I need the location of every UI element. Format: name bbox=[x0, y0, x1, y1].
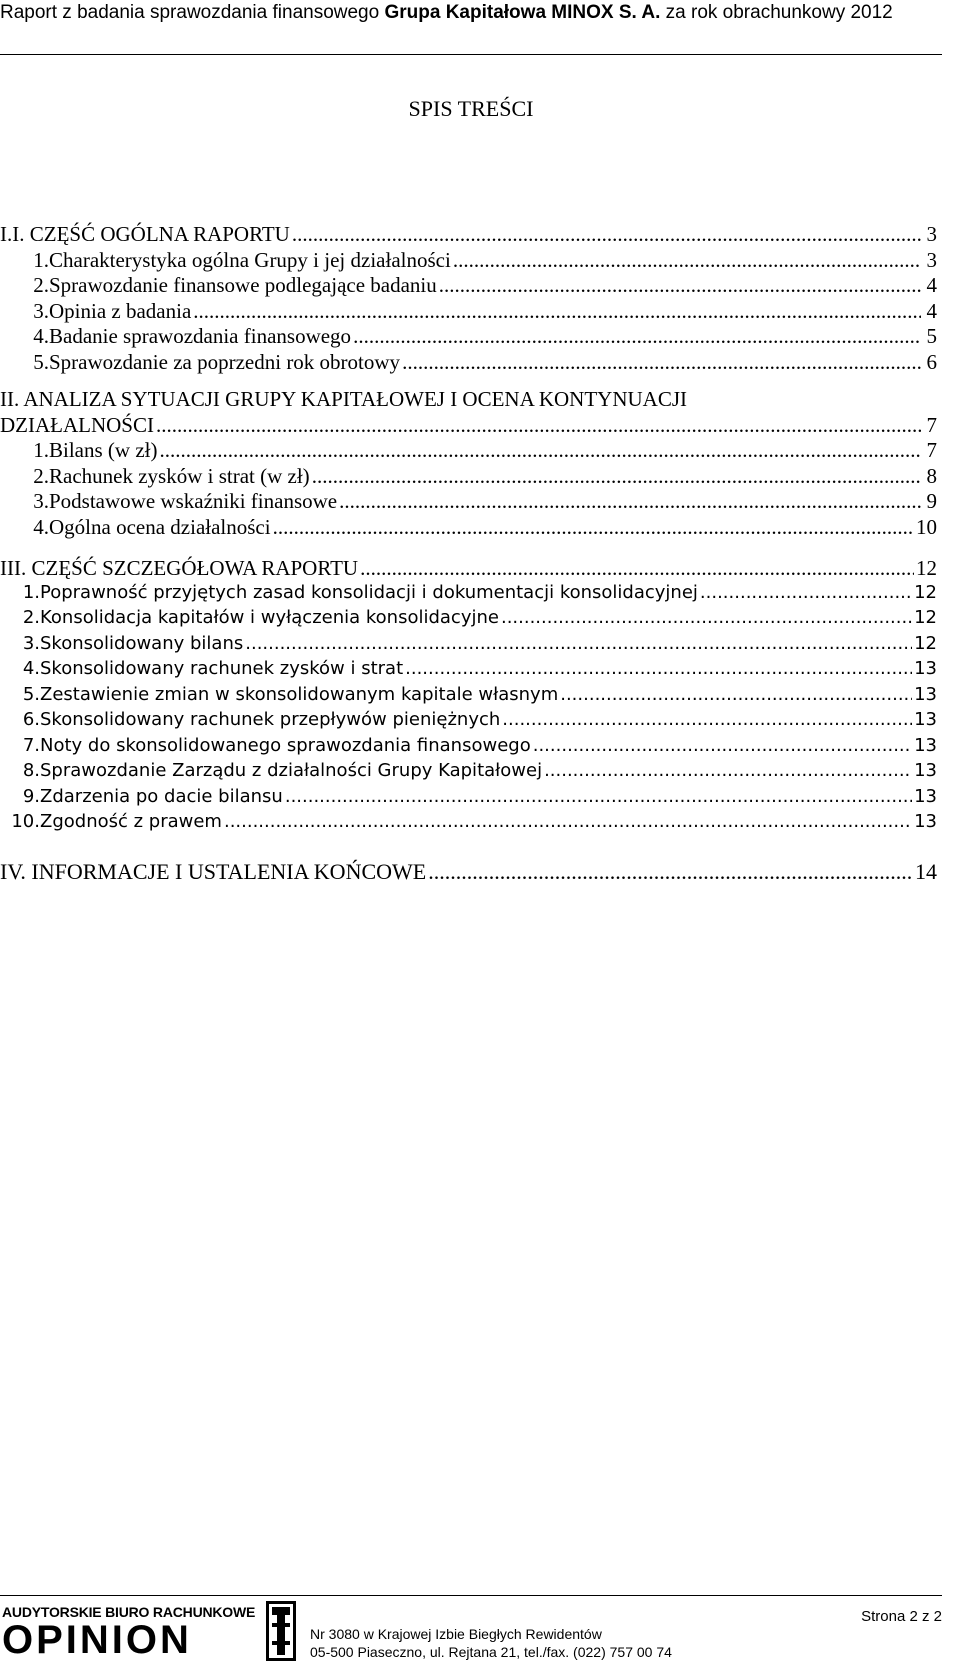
toc-item-text: Konsolidacja kapitałów i wyłączenia konsolidacyjne bbox=[40, 607, 499, 628]
toc-item-number: 3. bbox=[33, 489, 49, 513]
toc-leader bbox=[292, 222, 921, 247]
toc-leader bbox=[273, 515, 914, 540]
toc-item[interactable] bbox=[0, 684, 937, 710]
toc-title: SPIS TREŚCI bbox=[408, 96, 534, 121]
toc-item[interactable] bbox=[0, 248, 937, 274]
toc-page-number: 13 bbox=[914, 709, 937, 730]
toc-item-text: Charakterystyka ogólna Grupy i jej działalności bbox=[49, 247, 451, 272]
toc-leader bbox=[245, 633, 912, 654]
toc-item-number: 3. bbox=[33, 298, 49, 323]
toc-page-number: 3 bbox=[926, 247, 937, 272]
toc-leader bbox=[339, 489, 921, 514]
toc-item[interactable] bbox=[0, 273, 937, 299]
toc-item-text: Skonsolidowany rachunek zysków i strat bbox=[40, 658, 404, 679]
toc-heading-text: IV. INFORMACJE I USTALENIA KOŃCOWE bbox=[0, 858, 427, 884]
toc-item-number: 4. bbox=[33, 324, 49, 348]
toc-leader bbox=[560, 684, 912, 705]
toc-item[interactable] bbox=[0, 438, 937, 464]
footer-page-number bbox=[861, 1608, 942, 1625]
toc-item-text: Zestawienie zmian w skonsolidowanym kapitale własnym bbox=[40, 683, 559, 705]
toc-item-text: Ogólna ocena działalności bbox=[49, 514, 271, 539]
page-header bbox=[0, 0, 942, 26]
toc-item-number: 1. bbox=[33, 438, 49, 462]
toc-leader bbox=[312, 464, 921, 489]
footer-registry-number: Nr 3080 w Krajowej Izbie Biegłych Rewidentów bbox=[310, 1626, 602, 1642]
toc-item-text: Podstawowe wskaźniki finansowe bbox=[49, 489, 338, 513]
toc-item[interactable] bbox=[0, 489, 937, 515]
header-title-part1: Raport z badania sprawozdania finansowego bbox=[0, 2, 385, 23]
toc-item[interactable] bbox=[0, 324, 937, 350]
toc-item-number: 10. bbox=[11, 811, 40, 832]
toc-heading-section-4[interactable] bbox=[0, 859, 937, 889]
toc-leader bbox=[402, 350, 921, 375]
page-total: 2 bbox=[933, 1608, 942, 1625]
toc-page-number: 3 bbox=[926, 222, 937, 246]
toc-item[interactable] bbox=[0, 760, 937, 786]
toc-item-number: 7. bbox=[22, 734, 40, 756]
toc-item-number: 5. bbox=[22, 683, 40, 705]
toc-item-text: Opinia z badania bbox=[49, 298, 192, 323]
toc-item-number: 1. bbox=[33, 247, 49, 272]
toc-item-text: Zdarzenia po dacie bilansu bbox=[40, 785, 283, 807]
toc-item[interactable] bbox=[0, 811, 937, 837]
toc-page-number: 13 bbox=[914, 658, 937, 679]
toc-item-number: 9. bbox=[22, 785, 40, 807]
toc-leader bbox=[193, 299, 921, 324]
page-label: Strona bbox=[861, 1608, 910, 1625]
header-company-name: Grupa Kapitałowa MINOX S. A. bbox=[384, 2, 661, 23]
toc-page-number: 13 bbox=[914, 785, 937, 807]
toc-leader bbox=[502, 709, 912, 730]
toc-item-text: Zgodność z prawem bbox=[40, 811, 222, 832]
toc-item-text: Bilans (w zł) bbox=[49, 438, 158, 462]
toc-heading-section-1[interactable] bbox=[0, 222, 937, 248]
footer-divider bbox=[0, 1595, 942, 1596]
toc-heading-text: III. CZĘŚĆ SZCZEGÓŁOWA RAPORTU bbox=[0, 556, 359, 580]
toc-leader bbox=[453, 248, 921, 273]
toc-item-text: Sprawozdanie za poprzedni rok obrotowy bbox=[49, 349, 401, 374]
toc-item[interactable] bbox=[0, 582, 937, 608]
toc-page-number: 14 bbox=[915, 858, 937, 884]
toc-item[interactable] bbox=[0, 786, 937, 812]
toc-item[interactable] bbox=[0, 709, 937, 735]
toc-page-number: 4 bbox=[926, 298, 937, 323]
toc-heading-section-2-line2[interactable] bbox=[0, 413, 937, 439]
toc-leader bbox=[544, 760, 912, 781]
toc-page-number: 7 bbox=[926, 412, 937, 437]
toc-page-number: 12 bbox=[914, 607, 937, 628]
toc-page-number: 13 bbox=[914, 734, 937, 756]
toc-item[interactable] bbox=[0, 464, 937, 490]
toc-item-number: 3. bbox=[22, 632, 40, 654]
footer-brand-logo-word: OPINION bbox=[2, 1618, 192, 1662]
firm-logo-icon bbox=[266, 1601, 296, 1661]
toc-heading-text: I.I. CZĘŚĆ OGÓLNA RAPORTU bbox=[0, 222, 290, 246]
toc-leader bbox=[405, 658, 912, 679]
toc-page-number: 12 bbox=[914, 581, 937, 603]
toc-leader bbox=[285, 786, 912, 807]
toc-page-number: 12 bbox=[914, 632, 937, 654]
toc-heading-text-continued: DZIAŁALNOŚCI bbox=[0, 412, 154, 437]
toc-item-number: 4. bbox=[22, 658, 40, 679]
toc-item[interactable] bbox=[0, 299, 937, 325]
toc-item-text: Sprawozdanie Zarządu z działalności Grupy Kapitałowej bbox=[40, 760, 543, 781]
toc-item[interactable] bbox=[0, 350, 937, 376]
toc-page-number: 4 bbox=[926, 273, 937, 297]
toc-item-text: Skonsolidowany rachunek przepływów pieniężnych bbox=[40, 709, 501, 730]
toc-leader bbox=[428, 859, 913, 885]
toc-leader bbox=[156, 413, 921, 438]
toc-item[interactable] bbox=[0, 607, 937, 633]
toc-item[interactable] bbox=[0, 633, 937, 659]
footer-brand-tagline: AUDYTORSKIE BIURO RACHUNKOWE bbox=[2, 1604, 256, 1620]
page-current: 2 bbox=[909, 1608, 918, 1625]
footer-address: 05-500 Piaseczno, ul. Rejtana 21, tel./fax. (022) 757 00 74 bbox=[310, 1644, 672, 1660]
header-title-part3: za rok obrachunkowy 2012 bbox=[660, 2, 893, 23]
toc-item[interactable] bbox=[0, 735, 937, 761]
toc-item-text: Noty do skonsolidowanego sprawozdania finansowego bbox=[40, 734, 531, 756]
toc-item-number: 1. bbox=[22, 581, 40, 603]
toc-leader bbox=[533, 735, 912, 756]
toc-item-number: 2. bbox=[22, 607, 40, 628]
table-of-contents bbox=[0, 222, 937, 889]
toc-leader bbox=[700, 582, 912, 603]
toc-item-text: Poprawność przyjętych zasad konsolidacji i dokumentacji konsolidacyjnej bbox=[40, 581, 698, 603]
toc-leader bbox=[439, 273, 921, 298]
toc-page-number: 8 bbox=[926, 463, 937, 488]
toc-page-number: 13 bbox=[914, 683, 937, 705]
header-divider bbox=[0, 54, 942, 55]
toc-item-number: 4. bbox=[33, 514, 49, 539]
toc-item-text: Skonsolidowany bilans bbox=[40, 632, 244, 654]
toc-item-number: 6. bbox=[22, 709, 40, 730]
toc-item[interactable] bbox=[0, 515, 937, 541]
toc-page-number: 13 bbox=[914, 811, 937, 832]
toc-leader bbox=[159, 438, 921, 463]
toc-page-number: 10 bbox=[916, 514, 937, 539]
toc-item-number: 2. bbox=[33, 273, 49, 297]
toc-item[interactable] bbox=[0, 658, 937, 684]
toc-heading-section-2-line1[interactable] bbox=[0, 387, 937, 413]
toc-page-number: 5 bbox=[926, 324, 937, 348]
toc-heading-section-3[interactable] bbox=[0, 556, 937, 582]
toc-item-number: 5. bbox=[33, 349, 49, 374]
page-footer bbox=[0, 1600, 942, 1662]
toc-page-number: 12 bbox=[916, 556, 937, 580]
toc-leader bbox=[501, 607, 912, 628]
toc-item-number: 8. bbox=[22, 760, 40, 781]
toc-leader bbox=[360, 556, 914, 581]
toc-page-number: 9 bbox=[926, 489, 937, 513]
toc-item-text: Sprawozdanie finansowe podlegające badaniu bbox=[49, 273, 437, 297]
toc-item-text: Badanie sprawozdania finansowego bbox=[49, 324, 352, 348]
toc-item-number: 2. bbox=[33, 463, 49, 488]
toc-leader bbox=[224, 811, 912, 832]
toc-page-number: 7 bbox=[926, 438, 937, 462]
toc-page-number: 6 bbox=[926, 349, 937, 374]
toc-item-text: Rachunek zysków i strat (w zł) bbox=[49, 463, 310, 488]
toc-heading-text: II. ANALIZA SYTUACJI GRUPY KAPITAŁOWEJ I OCENA KONTYNUACJI bbox=[0, 387, 688, 411]
toc-leader bbox=[353, 324, 921, 349]
toc-page-number: 13 bbox=[914, 760, 937, 781]
page-of: z bbox=[917, 1608, 934, 1625]
